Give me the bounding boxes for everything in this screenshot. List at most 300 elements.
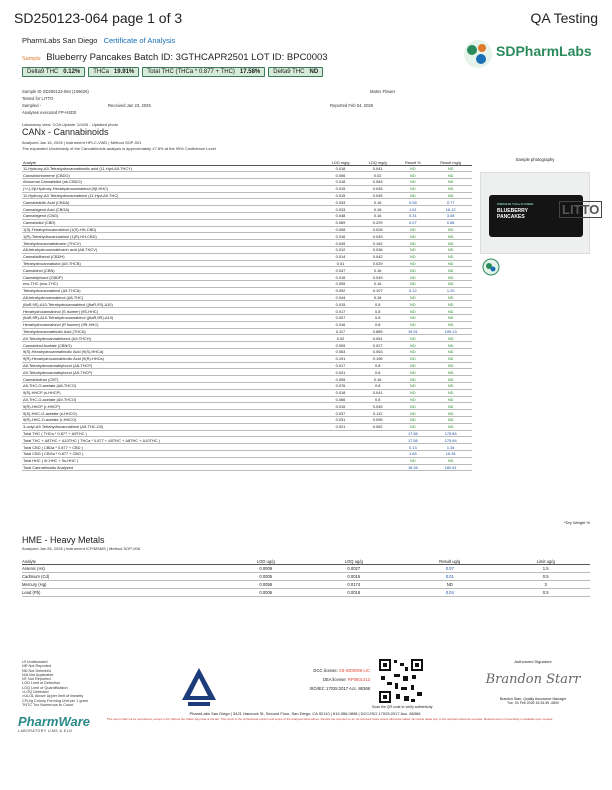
result-mg-cell: ND <box>429 321 472 328</box>
analyte-cell: Cadmium (Cd) <box>22 572 222 580</box>
analyte-cell: Lead (Pb) <box>22 588 222 596</box>
signature-image: Brandon Starr <box>485 672 581 687</box>
result-cell: ND <box>398 580 501 588</box>
analyte-cell: Cannabinol Acetate (CBNO) <box>22 342 322 349</box>
loq-cell: 0.02 <box>359 172 396 179</box>
result-pct-cell: ND <box>396 274 429 281</box>
lod-cell: 0.0058 <box>222 580 309 588</box>
result-mg-cell: ND <box>429 335 472 342</box>
table-row <box>22 260 472 267</box>
table-row <box>22 240 472 247</box>
result-mg-cell: 16.34 <box>429 450 472 457</box>
result-mg-cell: ND <box>429 457 472 464</box>
lab-logo <box>462 38 592 72</box>
result-mg-cell: 199.13 <box>429 328 472 335</box>
result-pct-cell: ND <box>396 247 429 254</box>
analyte-cell: Cannabidiolic Acid (CBDA) <box>22 199 322 206</box>
result-mg-cell: ND <box>429 349 472 356</box>
lod-cell: 0.041 <box>322 369 359 376</box>
analyte-cell: 1(R)-Tetrahydrocannabinol (1(R)-HH-CBD) <box>22 233 322 240</box>
result-pct-cell: ND <box>396 383 429 390</box>
lod-cell <box>322 457 359 464</box>
table-row <box>22 369 472 376</box>
result-pct-cell: 0.13 <box>396 444 429 451</box>
pill-thca: THCa 19.91% <box>88 67 139 77</box>
result-pct-cell: 0.31 <box>396 213 429 220</box>
lod-cell: 0.006 <box>322 172 359 179</box>
loq-cell: 0.026 <box>359 226 396 233</box>
lab-note: Laboratory view: COA Update: 2/4/26 - Updated photo <box>22 122 119 127</box>
analyte-cell: Total THC ( THCa * 0.877 + Δ9THC ) <box>22 430 322 437</box>
sample-id: Sample ID SD250123-064 (106626) <box>22 89 89 94</box>
table-row <box>22 172 472 179</box>
loq-cell: 0.0027 <box>309 564 398 572</box>
result-pct-cell: 0.12 <box>396 287 429 294</box>
table-row <box>22 199 472 206</box>
loq-cell: 0.063 <box>359 349 396 356</box>
table-row <box>22 185 472 192</box>
loq-cell: 0.16 <box>359 213 396 220</box>
result-mg-cell: ND <box>429 383 472 390</box>
summary-pills <box>22 67 323 77</box>
limit-cell: 0.5 <box>501 588 590 596</box>
lod-cell: 0.0006 <box>222 588 309 596</box>
table-row <box>22 308 472 315</box>
result-mg-cell: ND <box>429 267 472 274</box>
analyte-cell: Tetrahydrocannabinol (Δ9-THCA) <box>22 287 322 294</box>
loq-cell: 0.045 <box>359 185 396 192</box>
loq-cell: 0.0018 <box>309 588 398 596</box>
analyte-cell: Tetrahydrocannabinolic Acid (THCA) <box>22 328 322 335</box>
analyte-cell: 9(R)-HHC-O-acetate (r-HHCO) <box>22 416 322 423</box>
lod-cell <box>322 464 359 471</box>
col-lod: LOD mg/g <box>322 154 359 165</box>
loq-cell <box>359 430 396 437</box>
legend-item: CFU/g Colony Forming Unit per 1 gram <box>22 698 89 703</box>
result-mg-cell: ND <box>429 185 472 192</box>
result-pct-cell: ND <box>396 267 429 274</box>
lod-cell: 0.008 <box>322 226 359 233</box>
analyte-cell: Δ8-THC-O-acetate (Δ8-THCO) <box>22 383 322 390</box>
loq-cell: 0.8 <box>359 383 396 390</box>
loq-cell: 0.8 <box>359 315 396 322</box>
analyte-cell: Tetrahydrocannabidivarin (THCV) <box>22 240 322 247</box>
lod-cell: 0.018 <box>322 389 359 396</box>
dcc-license: C8-0000096-LIC <box>339 668 370 673</box>
table-row <box>22 335 472 342</box>
loq-cell: 0.107 <box>359 287 396 294</box>
result-pct-cell: ND <box>396 308 429 315</box>
result-pct-cell: ND <box>396 396 429 403</box>
sample-tag: Sample <box>22 56 41 62</box>
lod-cell: 0.01 <box>322 260 359 267</box>
result-mg-cell: ND <box>429 192 472 199</box>
result-pct-cell: ND <box>396 369 429 376</box>
loq-cell: 0.041 <box>359 389 396 396</box>
pra-accreditation-icon <box>180 666 218 708</box>
col-result-mg: Result mg/g <box>429 154 472 165</box>
table-row <box>22 253 472 260</box>
lod-cell: 0.005 <box>322 376 359 383</box>
legend-item: <LOQ Detected <box>22 690 49 695</box>
abbreviation-legend <box>22 660 88 707</box>
sampled: Sampled - <box>22 103 42 108</box>
lod-cell <box>322 437 359 444</box>
cannabinoids-title: CANx - Cannabinoids <box>22 127 109 137</box>
lod-cell: 0.015 <box>322 192 359 199</box>
loq-cell: 0.061 <box>359 335 396 342</box>
lod-cell: 0.044 <box>322 294 359 301</box>
result-pct-cell: ND <box>396 192 429 199</box>
result-cell: 0.04 <box>398 588 501 596</box>
result-mg-cell: 182.61 <box>429 464 472 471</box>
loq-cell: 0.095 <box>359 416 396 423</box>
analyte-cell: Cannabiphorol (CBDP) <box>22 274 322 281</box>
legend-item: LOD Limit of Detection <box>22 681 61 686</box>
result-pct-cell: 17.58 <box>396 430 429 437</box>
lod-cell: 0.02 <box>322 335 359 342</box>
result-cell: 0.07 <box>398 564 501 572</box>
loq-cell: 0.8 <box>359 308 396 315</box>
table-row <box>22 383 472 390</box>
analyte-cell: 11-Hydroxy-Δ9-Tetrahydrocannabinolic acid (11-Hyd-Δ9-THCY) <box>22 165 322 172</box>
analyte-cell: Cannabidiol (CBD) <box>22 219 322 226</box>
result-pct-cell: ND <box>396 226 429 233</box>
table-row <box>22 226 472 233</box>
analyte-cell: 11-Hydroxy-Δ9-Tetrahydrocannabinol (11-Hyd-Δ9-THC) <box>22 192 322 199</box>
result-mg-cell: ND <box>429 253 472 260</box>
result-mg-cell: ND <box>429 247 472 254</box>
cannabinoids-analyzed: Analyzed Jan 16, 2026 | Instrument HPLC-VWD | Method SOP-001 <box>22 140 142 145</box>
lod-cell: 0.009 <box>322 342 359 349</box>
loq-cell: 0.041 <box>359 165 396 172</box>
loq-cell: 0.16 <box>359 267 396 274</box>
result-pct-cell: ND <box>396 301 429 308</box>
result-pct-cell: ND <box>396 172 429 179</box>
tested-for: Tested for LITTO <box>22 96 54 101</box>
loq-cell: 0.049 <box>359 274 396 281</box>
result-mg-cell: ND <box>429 362 472 369</box>
table-row <box>22 396 472 403</box>
analyte-cell: 1(S)-Tetrahydrocannabinol (1(S)-HH-CBD) <box>22 226 322 233</box>
pill-total-thc: Total THC (THCa * 0.877 + THC) 17.58% <box>142 67 265 77</box>
table-row <box>22 294 472 301</box>
loq-cell: 0.16 <box>359 376 396 383</box>
coa-label: Certificate of Analysis <box>103 36 176 45</box>
loq-cell: 0.083 <box>359 179 396 186</box>
logo-text: SDPharmLabs <box>496 43 592 59</box>
analyte-cell: Δ9-THC-O-acetate (Δ9-THCO) <box>22 396 322 403</box>
table-row <box>22 403 472 410</box>
lod-cell <box>322 444 359 451</box>
table-row <box>22 247 472 254</box>
analyte-cell: 9(S)-HHC-O-acetate (s-HHCO) <box>22 410 322 417</box>
signature-name: Brandon Starr, Quality Assurance Manager Tue, 04 Feb 2026 15:34:35 -0800 <box>499 697 567 705</box>
legend-item: TNTC Too Numerous to Count <box>22 702 74 707</box>
analyte-cell: Δ8-tetrahydrocannabivarin acid (Δ8-THCV) <box>22 247 322 254</box>
lod-cell: 0.033 <box>322 199 359 206</box>
molecule-logo-icon <box>462 38 494 70</box>
result-pct-cell: ND <box>396 233 429 240</box>
analyte-cell: (6aR,9S)-Δ10-Tetrahydrocannabinol ((6aR,9S)-Δ10) <box>22 301 322 308</box>
lod-cell: 0.016 <box>322 233 359 240</box>
loq-cell: 0.045 <box>359 403 396 410</box>
result-pct-cell: ND <box>396 362 429 369</box>
lod-cell: 0.092 <box>322 287 359 294</box>
lod-cell: 0.0005 <box>222 572 309 580</box>
analyte-cell: Cannabicitran (CBT) <box>22 376 322 383</box>
result-pct-cell: ND <box>396 185 429 192</box>
col-lod: LOD ug/g <box>222 552 309 564</box>
loq-cell <box>359 437 396 444</box>
pill-delta9: Delta9 THC 0.12% <box>22 67 85 77</box>
lod-cell: 0.076 <box>322 383 359 390</box>
lod-cell: 0.037 <box>322 410 359 417</box>
result-pct-cell: ND <box>396 355 429 362</box>
analyte-cell: Δ9-Tetrahydrocannabihexol (Δ9-THCH) <box>22 335 322 342</box>
lod-cell: 0.063 <box>322 349 359 356</box>
limit-cell: 3 <box>501 580 590 588</box>
loq-cell: 0.16 <box>359 199 396 206</box>
lod-cell: 0.015 <box>322 185 359 192</box>
qr-code-icon[interactable] <box>378 658 424 704</box>
lod-cell: 0.017 <box>322 362 359 369</box>
result-pct-cell: 1.61 <box>396 206 429 213</box>
loq-cell: 0.049 <box>359 233 396 240</box>
analyte-cell: Tetrahydrocannabutol (Δ9-THCB) <box>22 260 322 267</box>
legend-item: LOQ Limit of Quantification <box>22 685 68 690</box>
result-pct-cell: ND <box>396 179 429 186</box>
result-pct-cell: ND <box>396 457 429 464</box>
qa-label: QA Testing <box>530 10 598 26</box>
legend-item: NR Not Reported <box>22 664 52 669</box>
analyte-cell: 9(S)-Hexahydrocannabinolic Acid (9(S)-HHCa) <box>22 349 322 356</box>
batch-line <box>22 52 328 63</box>
uncertainty-note: The expanded Uncertainty of the Cannabinoids analysis is approximately ±7.8% at the 95% Confidence Level <box>22 146 216 151</box>
product-package: PREMIUM THCa FLOWER BLUEBERRY PANCAKES LITTO <box>489 195 583 237</box>
analyte-cell: (6aR,9R)-Δ10-Tetrahydrocannabinol ((6aR,9R)-Δ10) <box>22 315 322 322</box>
lod-cell <box>322 450 359 457</box>
table-row <box>22 315 472 322</box>
lod-cell: 0.047 <box>322 267 359 274</box>
analyte-cell: Cannabidihexol (CBDH) <box>22 253 322 260</box>
table-row <box>22 267 472 274</box>
legend-item: ND Not Detected <box>22 668 51 673</box>
col-limit: Limit ug/g <box>501 552 590 564</box>
result-mg-cell: ND <box>429 294 472 301</box>
result-mg-cell: 3.08 <box>429 213 472 220</box>
analyte-cell: Total Cannabinoids Analyzed <box>22 464 322 471</box>
result-mg-cell: ND <box>429 308 472 315</box>
table-row <box>22 165 472 172</box>
table-row <box>22 179 472 186</box>
qr-caption: Scan the QR code to verify authenticity <box>372 705 433 709</box>
table-row <box>22 219 472 226</box>
result-mg-cell: ND <box>429 301 472 308</box>
analyte-cell: Δ8-tetrahydrocannabinol (Δ8-THC) <box>22 294 322 301</box>
limit-cell: 1.5 <box>501 564 590 572</box>
col-loq: LOQ ug/g <box>309 552 398 564</box>
sample-photo <box>480 172 600 254</box>
disclaimer: This report shall not be reproduced, except in full, without the written approval of the lab. This report is the professional opinion and scope of the analyses listed above. Results are reported on an 'as received' basis unless otherwise stated. All results relate only to the samples tested as received. Measurement of uncertainty is available upon request. <box>106 717 554 721</box>
lod-cell: 0.015 <box>322 301 359 308</box>
loq-cell: 0.029 <box>359 260 396 267</box>
batch-title: Blueberry Pancakes Batch ID: 3GTHCAPR2501 LOT ID: BPC0003 <box>46 52 328 63</box>
pill-delta9-nd: Delta9 THC ND <box>268 67 323 77</box>
col-analyte: Analyte <box>22 154 322 165</box>
loq-cell: 0.027 <box>359 342 396 349</box>
result-pct-cell: ND <box>396 403 429 410</box>
result-pct-cell: ND <box>396 240 429 247</box>
table-row <box>22 192 472 199</box>
result-pct-cell: 0.08 <box>396 199 429 206</box>
result-mg-cell: ND <box>429 179 472 186</box>
result-mg-cell: 175.84 <box>429 437 472 444</box>
analyte-cell: 3-octyl-Δ9-Tetrahydrocannabinol (Δ9-THC-C8) <box>22 423 322 430</box>
lod-cell: 0.021 <box>322 423 359 430</box>
table-row <box>22 588 590 596</box>
result-pct-cell: ND <box>396 376 429 383</box>
result-mg-cell: 1.34 <box>429 444 472 451</box>
loq-cell: 0.036 <box>359 247 396 254</box>
result-mg-cell: ND <box>429 315 472 322</box>
loq-cell: 0.16 <box>359 206 396 213</box>
col-result-pct: Result % <box>396 154 429 165</box>
brand-mark: LITTO <box>559 201 602 218</box>
table-row <box>22 301 472 308</box>
lod-cell <box>322 430 359 437</box>
result-mg-cell: ND <box>429 410 472 417</box>
result-mg-cell: ND <box>429 172 472 179</box>
table-row <box>22 376 472 383</box>
table-row <box>22 321 472 328</box>
result-pct-cell: ND <box>396 260 429 267</box>
dea-license: RP0601413 <box>347 677 370 682</box>
table-row <box>22 281 472 288</box>
analyte-cell: Total CBG ( CBGa * 0.877 + CBG ) <box>22 450 322 457</box>
signature-header: Authorized Signature <box>514 659 552 664</box>
table-row <box>22 464 472 471</box>
legend-item: NT Not Reported <box>22 677 51 682</box>
table-row <box>22 362 472 369</box>
analyte-cell: Arsenic (As) <box>22 564 222 572</box>
result-pct-cell: ND <box>396 423 429 430</box>
result-pct-cell: 1.65 <box>396 450 429 457</box>
loq-cell: 0.229 <box>359 219 396 226</box>
received: Received Jan 23, 2026 <box>108 103 151 108</box>
legend-item: >ULOL Above Upper limit of linearity <box>22 694 84 699</box>
analyte-cell: Total HHC ( 9r-HHC + 9s-HHC ) <box>22 457 322 464</box>
result-mg-cell: ND <box>429 165 472 172</box>
photo-label: Sample photography <box>515 157 555 162</box>
table-row <box>22 233 472 240</box>
lod-cell: 0.017 <box>322 308 359 315</box>
loq-cell <box>359 464 396 471</box>
result-mg-cell: ND <box>429 342 472 349</box>
lod-cell: 0.007 <box>322 315 359 322</box>
lab-name: PharmLabs San Diego <box>22 36 98 45</box>
table-row <box>22 213 472 220</box>
result-mg-cell: 1.20 <box>429 287 472 294</box>
analyte-cell: Total CBD ( CBDa * 0.877 + CBD ) <box>22 444 322 451</box>
analyte-cell: 9(S)-HHCP (s-HHCP) <box>22 389 322 396</box>
loq-cell: 0.162 <box>359 240 396 247</box>
result-pct-cell: ND <box>396 416 429 423</box>
analyte-cell: Hexahydrocannabinol (R Isomer) (9R-HHC) <box>22 321 322 328</box>
matrix: Matrix Flower <box>370 89 396 94</box>
lod-cell: 0.0009 <box>222 564 309 572</box>
loq-cell: 0.045 <box>359 192 396 199</box>
result-mg-cell: 16.12 <box>429 206 472 213</box>
result-pct-cell: ND <box>396 315 429 322</box>
pharmware-logo: PharmWare LABORATORY LIMS & ELN <box>18 714 91 733</box>
result-mg-cell: 175.84 <box>429 430 472 437</box>
dry-weight-note: *Dry Weight % <box>564 520 590 525</box>
result-mg-cell: ND <box>429 423 472 430</box>
result-mg-cell: 0.77 <box>429 199 472 206</box>
table-row <box>22 564 590 572</box>
analyte-cell: Cannabinol (CBN) <box>22 267 322 274</box>
result-mg-cell: 0.66 <box>429 219 472 226</box>
result-mg-cell: ND <box>429 260 472 267</box>
lod-cell: 0.066 <box>322 396 359 403</box>
analyte-cell: Abnormal Cannabidiol (ab-CBDO) <box>22 179 322 186</box>
result-pct-cell: 19.91 <box>396 328 429 335</box>
reported: Reported Feb 04, 2026 <box>330 103 374 108</box>
result-mg-cell: ND <box>429 274 472 281</box>
result-pct-cell: ND <box>396 281 429 288</box>
lod-cell: 0.048 <box>322 213 359 220</box>
legend-item: N/A Not Applicable <box>22 672 54 677</box>
lod-cell: 0.016 <box>322 274 359 281</box>
badge-icon <box>482 258 500 276</box>
analyte-cell: exo-THC (exo-THC) <box>22 281 322 288</box>
table-row <box>22 423 472 430</box>
document-id: SD250123-064 page 1 of 3 <box>14 10 183 26</box>
col-loq: LOQ mg/g <box>359 154 396 165</box>
loq-cell: 0.8 <box>359 321 396 328</box>
analyte-cell: Cannabichromene (CBDO) <box>22 172 322 179</box>
loq-cell: 0.0174 <box>309 580 398 588</box>
loq-cell: 0.0015 <box>309 572 398 580</box>
loq-cell: 0.889 <box>359 328 396 335</box>
result-mg-cell: ND <box>429 416 472 423</box>
result-mg-cell: ND <box>429 376 472 383</box>
table-row <box>22 430 472 437</box>
table-row <box>22 580 590 588</box>
lod-cell: 0.033 <box>322 206 359 213</box>
analyte-cell: 9(R)-Hexahydrocannabinolic Acid (9(R)-HHCa) <box>22 355 322 362</box>
result-mg-cell: ND <box>429 226 472 233</box>
analyte-cell: Δ9-Tetrahydrocannabiphorol (Δ9-THCP) <box>22 369 322 376</box>
lod-cell: 0.005 <box>322 281 359 288</box>
table-row <box>22 349 472 356</box>
result-cell: 0.01 <box>398 572 501 580</box>
result-pct-cell: ND <box>396 321 429 328</box>
result-pct-cell: ND <box>396 342 429 349</box>
footer-address: PharmLabs San Diego | 3421 Hancock St, Second Floor, San Diego, CA 92110 | 619.356.0898 | DCC/ISO 17025:2017 Acc. 86368 <box>189 711 421 716</box>
lod-cell: 0.031 <box>322 416 359 423</box>
result-mg-cell: ND <box>429 281 472 288</box>
analyte-cell: Mercury (Hg) <box>22 580 222 588</box>
lod-cell: 0.018 <box>322 165 359 172</box>
lod-cell: 0.117 <box>322 328 359 335</box>
result-pct-cell: 0.07 <box>396 219 429 226</box>
lod-cell: 0.016 <box>322 321 359 328</box>
table-row <box>22 416 472 423</box>
metals-title: HME - Heavy Metals <box>22 535 105 545</box>
lod-cell: 0.191 <box>322 355 359 362</box>
